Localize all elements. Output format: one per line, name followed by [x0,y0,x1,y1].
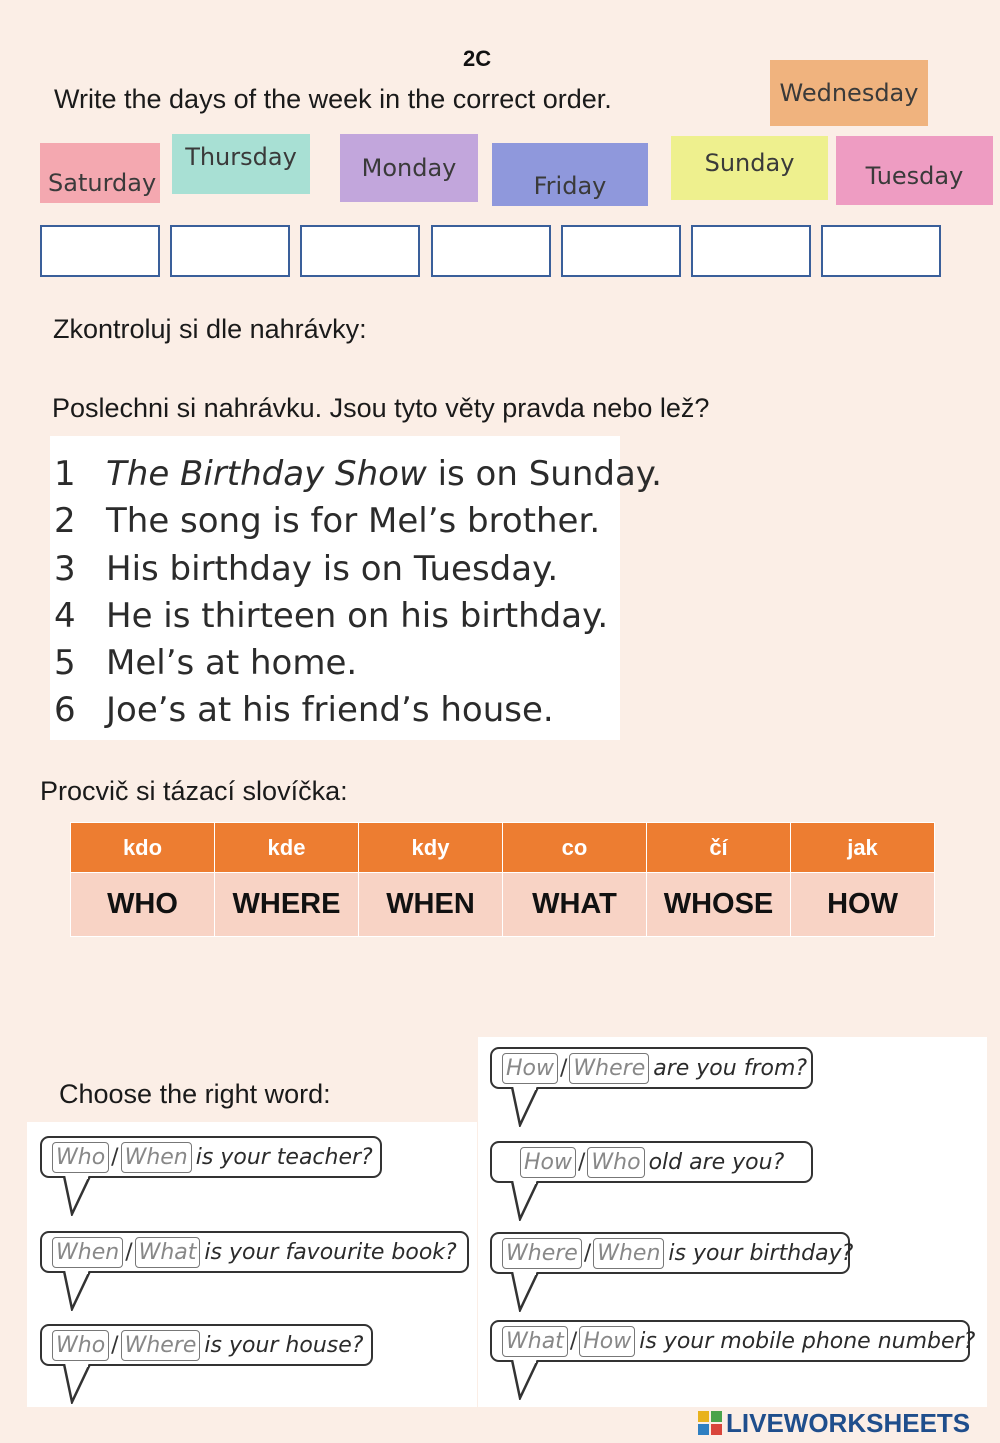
logo-mark-icon [698,1411,722,1435]
option-when[interactable]: When [593,1238,664,1269]
speech-bubble [490,1047,813,1089]
table-header-row [71,823,935,873]
bubble-tail-icon [62,1271,102,1311]
option-when[interactable]: When [121,1142,192,1173]
option-where[interactable]: Where [121,1330,201,1361]
logo-text: LIVEWORKSHEETS [726,1407,971,1438]
option-what[interactable]: What [502,1326,568,1357]
sentence-1 [50,454,662,494]
sentence-text: His birthday is on Tuesday. [106,549,559,589]
day-card-thursday[interactable] [172,134,310,194]
slash-separator: / [111,1144,119,1170]
table-header-cell: kde [215,823,359,873]
bubble-tail-icon [62,1364,102,1404]
slash-separator: / [578,1149,586,1175]
table-header-cell: kdo [71,823,215,873]
check-recording-heading: Zkontroluj si dle nahrávky: [53,314,367,344]
sentence-number: 4 [54,596,76,636]
slash-separator: / [560,1055,568,1081]
sentence-number: 5 [54,643,76,683]
sentence-6 [50,690,554,730]
bubble-tail-icon [510,1181,550,1221]
bubble-tail-icon [510,1360,550,1400]
option-what[interactable]: What [135,1237,201,1268]
table-header-cell: jak [791,823,935,873]
table-header-cell: kdy [359,823,503,873]
sentence-text: Joe’s at his friend’s house. [106,690,554,730]
option-how[interactable]: How [579,1326,635,1357]
option-how[interactable]: How [502,1053,558,1084]
sentence-text: Mel’s at home. [106,643,358,683]
table-header-cell: čí [647,823,791,873]
speech-bubble [490,1320,976,1362]
table-header-cell: co [503,823,647,873]
slash-separator: / [125,1239,133,1265]
question-text: is your house? [204,1332,364,1358]
sentence-text: The song is for Mel’s brother. [106,501,601,541]
answer-box-1[interactable] [40,225,160,277]
table-cell: WHO [71,873,215,937]
table-cell: WHEN [359,873,503,937]
sentence-3 [50,549,558,589]
question-words-table [70,822,935,937]
instruction-days: Write the days of the week in the correct order. [54,84,612,114]
answer-box-6[interactable] [691,225,811,277]
day-card-tuesday[interactable] [836,136,993,205]
bubble-tail-icon [62,1176,102,1216]
slash-separator: / [111,1332,119,1358]
answer-box-4[interactable] [431,225,551,277]
option-how[interactable]: How [520,1147,576,1178]
day-card-label: Thursday [185,143,297,171]
table-cell: WHOSE [647,873,791,937]
question-text: is your favourite book? [204,1239,457,1265]
option-who[interactable]: Who [587,1147,644,1178]
table-cell: WHERE [215,873,359,937]
sentence-number: 1 [54,454,76,494]
liveworksheets-logo [698,1408,970,1438]
option-where[interactable]: Where [502,1238,582,1269]
table-cell: WHAT [503,873,647,937]
table-row [71,873,935,937]
table-cell: HOW [791,873,935,937]
day-card-friday[interactable] [492,143,648,206]
answer-box-5[interactable] [561,225,681,277]
day-card-saturday[interactable] [40,143,160,203]
day-card-monday[interactable] [340,134,478,202]
option-where[interactable]: Where [569,1053,649,1084]
day-card-label: Wednesday [779,79,919,107]
true-false-panel [50,436,662,740]
sentence-4 [50,596,608,636]
practice-words-heading: Procvič si tázací slovíčka: [40,776,348,806]
choose-word-heading: Choose the right word: [59,1079,331,1109]
bubble-tail-icon [510,1272,550,1312]
option-who[interactable]: Who [52,1330,109,1361]
option-who[interactable]: Who [52,1142,109,1173]
day-card-label: Sunday [704,149,795,177]
sentence-number: 3 [54,549,76,589]
question-text: are you from? [653,1055,808,1081]
day-card-label: Friday [533,171,607,200]
question-text: is your mobile phone number? [639,1328,976,1354]
day-card-label: Monday [361,154,457,182]
sentence-number: 6 [54,690,76,730]
speech-bubble [40,1136,382,1178]
question-text: old are you? [648,1149,785,1175]
bubble-tail-icon [510,1087,550,1127]
speech-bubble [40,1231,469,1273]
speech-bubble [490,1141,813,1183]
sentence-number: 2 [54,501,76,541]
sentence-text: is on Sunday. [426,454,662,494]
question-text: is your birthday? [668,1240,854,1266]
day-card-sunday[interactable] [671,136,828,200]
day-card-label: Tuesday [865,161,964,190]
listen-instruction: Poslechni si nahrávku. Jsou tyto věty pravda nebo lež? [52,393,710,423]
day-card-wednesday[interactable] [770,60,928,126]
speech-bubble [490,1232,854,1274]
option-when[interactable]: When [52,1237,123,1268]
answer-box-2[interactable] [170,225,290,277]
day-card-label: Saturday [48,169,157,197]
sentence-text: He is thirteen on his birthday. [106,596,609,636]
speech-bubble [40,1324,373,1366]
slash-separator: / [583,1240,592,1266]
sentence-5 [50,643,357,683]
answer-box-3[interactable] [300,225,420,277]
slash-separator: / [569,1328,578,1354]
sentence-title-italic: The Birthday Show [106,454,427,494]
answer-box-7[interactable] [821,225,941,277]
sentence-2 [50,501,600,541]
worksheet-label: 2C [463,46,492,71]
question-text: is your teacher? [195,1144,373,1170]
